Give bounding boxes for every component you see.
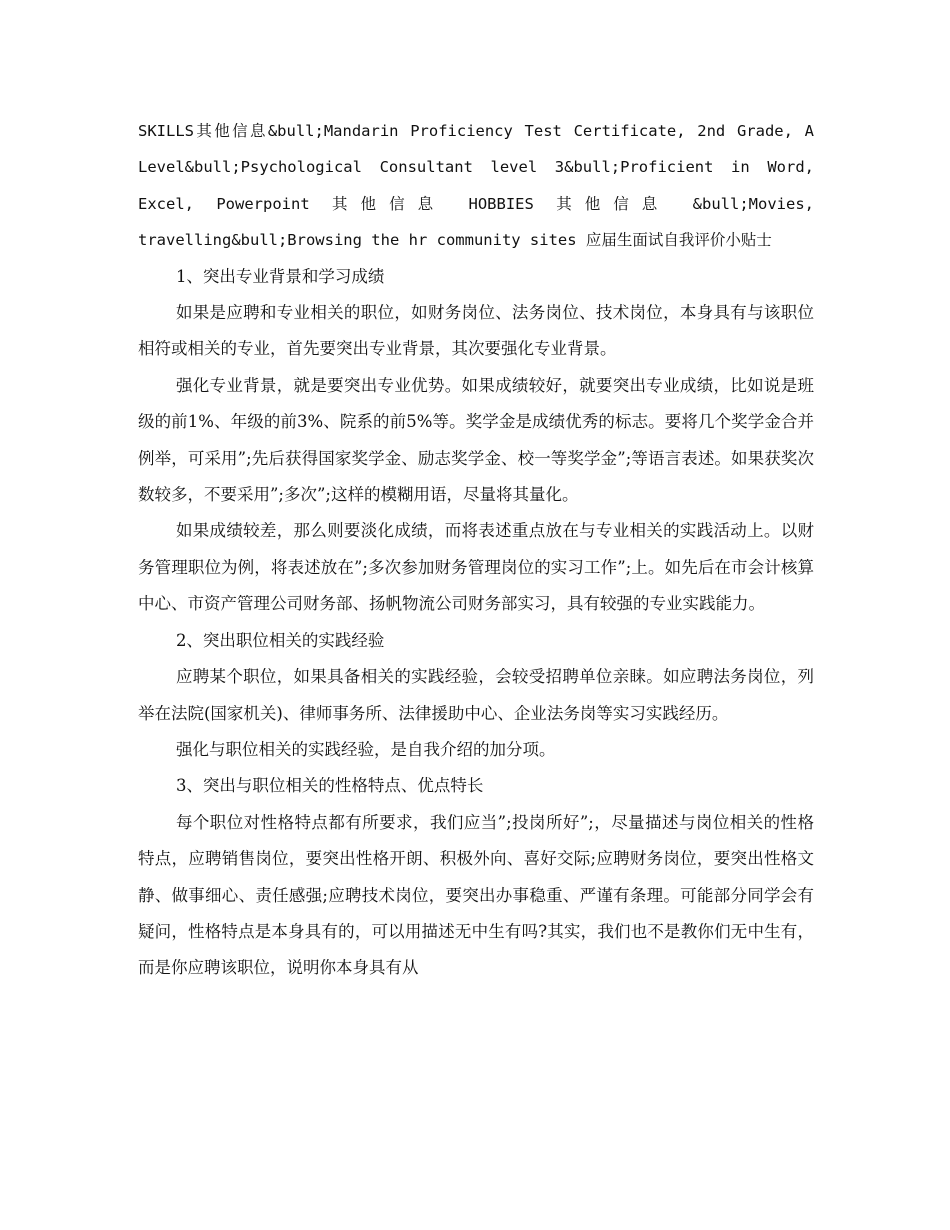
paragraph-3: 如果成绩较差，那么则要淡化成绩，而将表述重点放在与专业相关的实践活动上。以财务管理职位为例，将表述放在”;多次参加财务管理岗位的实习工作”;上。如先后在市会计核算中心、市资产管理公司财务部、扬帆物流公司财务部实习，具有较强的专业实践能力。 [138,521,814,614]
section-heading-1: 1、突出专业背景和学习成绩 [175,266,385,286]
paragraph-6: 每个职位对性格特点都有所要求，我们应当”;投岗所好”;，尽量描述与岗位相关的性格特点，应聘销售岗位，要突出性格开朗、积极外向、喜好交际;应聘财务岗位，要突出性格文静、做事细心、责任感强;应聘技术岗位，要突出办事稳重、严谨有条理。可能部分同学会有疑问，性格特点是本身具有的，可以用描述无中生有吗?其实，我们也不是教你们无中生有，而是你应聘该职位，说明你本身具有从 [138,812,814,978]
section-heading-3: 3、突出与职位相关的性格特点、优点特长 [175,776,484,796]
paragraph-2: 强化专业背景，就是要突出专业优势。如果成绩较好，就要突出专业成绩，比如说是班级的前1%、年级的前3%、院系的前5%等。奖学金是成绩优秀的标志。要将几个奖学金合并例举，可采用”;先后获得国家奖学金、励志奖学金、校一等奖学金”;等语言表述。如果获奖次数较多，不要采用”;多次”;这样的模糊用语，尽量将其量化。 [138,375,814,505]
section-heading-2: 2、突出职位相关的实践经验 [175,630,385,650]
paragraph-1: 如果是应聘和专业相关的职位，如财务岗位、法务岗位、技术岗位，本身具有与该职位相符或相关的专业，首先要突出专业背景，其次要强化专业背景。 [138,303,814,359]
skills-paragraph: SKILLS其他信息&bull;Mandarin Proficiency Test Certificate, 2nd Grade, A Level&bull;Psychological Consultant level 3&bull;Proficient in Word, Excel, Powerpoint 其他信息 HOBBIES 其他信息 &bull;Movies, travelling&bull;Browsing the hr community sites 应届生面试自我评价小贴士 [138,122,814,250]
paragraph-5: 强化与职位相关的实践经验，是自我介绍的加分项。 [175,739,556,759]
paragraph-4: 应聘某个职位，如果具备相关的实践经验，会较受招聘单位亲睐。如应聘法务岗位，列举在法院(国家机关)、律师事务所、法律援助中心、企业法务岗等实习实践经历。 [138,667,814,723]
document-body [138,113,814,987]
